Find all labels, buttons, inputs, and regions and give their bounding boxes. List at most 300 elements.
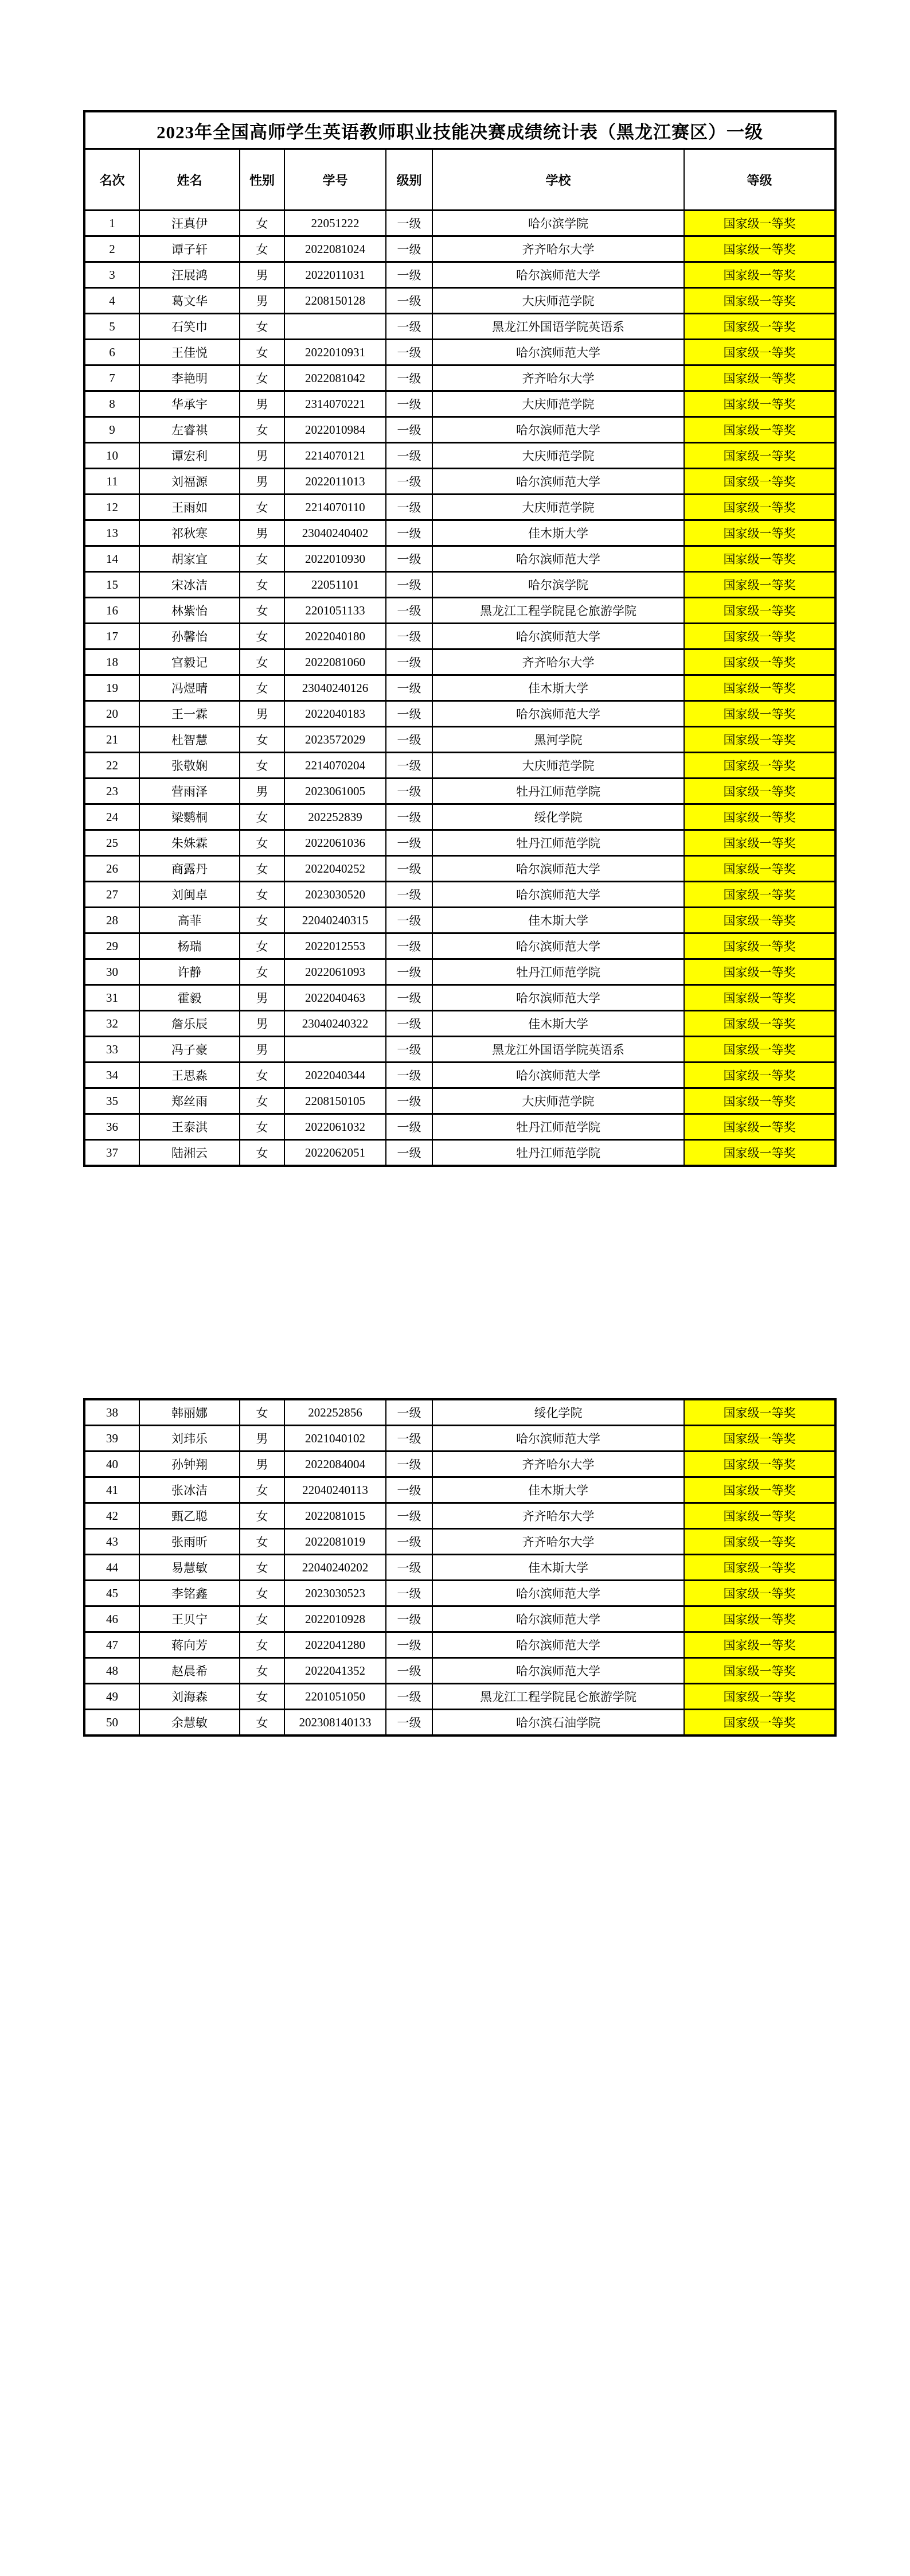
- gender-cell: 女: [240, 959, 284, 985]
- rank-cell: 13: [84, 520, 139, 546]
- table-row: [84, 1399, 835, 1426]
- gender-cell: 女: [240, 830, 284, 856]
- award-cell: 国家级一等奖: [684, 933, 835, 959]
- rank-cell: 48: [84, 1658, 139, 1684]
- school-cell: 绥化学院: [432, 804, 684, 830]
- student-id-cell: 2021040102: [284, 1426, 386, 1452]
- award-cell: 国家级一等奖: [684, 1658, 835, 1684]
- student-id-cell: 2023572029: [284, 727, 386, 753]
- rank-cell: 25: [84, 830, 139, 856]
- student-id-cell: 2022081019: [284, 1529, 386, 1555]
- rank-cell: 14: [84, 546, 139, 572]
- gender-cell: 女: [240, 753, 284, 779]
- student-id-cell: 2023061005: [284, 779, 386, 804]
- level-cell: 一级: [386, 779, 432, 804]
- rank-cell: 47: [84, 1632, 139, 1658]
- name-cell: 霍毅: [139, 985, 240, 1011]
- school-cell: 大庆师范学院: [432, 443, 684, 469]
- award-cell: 国家级一等奖: [684, 546, 835, 572]
- rank-cell: 40: [84, 1452, 139, 1477]
- award-cell: 国家级一等奖: [684, 391, 835, 417]
- table-row: [84, 804, 835, 830]
- award-cell: 国家级一等奖: [684, 1606, 835, 1632]
- student-id-cell: 2022061093: [284, 959, 386, 985]
- gender-cell: 男: [240, 985, 284, 1011]
- gender-cell: 女: [240, 1632, 284, 1658]
- student-id-cell: [284, 314, 386, 340]
- student-id-cell: 202252839: [284, 804, 386, 830]
- table-row: [84, 1088, 835, 1114]
- award-cell: 国家级一等奖: [684, 1452, 835, 1477]
- school-cell: 牡丹江师范学院: [432, 959, 684, 985]
- table-row: [84, 1503, 835, 1529]
- level-cell: 一级: [386, 1503, 432, 1529]
- award-cell: 国家级一等奖: [684, 340, 835, 365]
- gender-cell: 女: [240, 1529, 284, 1555]
- name-cell: 谭宏利: [139, 443, 240, 469]
- rank-cell: 9: [84, 417, 139, 443]
- name-cell: 王一霖: [139, 701, 240, 727]
- school-cell: 牡丹江师范学院: [432, 779, 684, 804]
- award-cell: 国家级一等奖: [684, 1140, 835, 1166]
- table-row: [84, 727, 835, 753]
- gender-cell: 男: [240, 701, 284, 727]
- rank-cell: 31: [84, 985, 139, 1011]
- gender-cell: 女: [240, 1063, 284, 1088]
- school-cell: 佳木斯大学: [432, 520, 684, 546]
- name-cell: 高菲: [139, 908, 240, 933]
- rank-cell: 22: [84, 753, 139, 779]
- rank-cell: 6: [84, 340, 139, 365]
- table-row: [84, 1606, 835, 1632]
- student-id-cell: 2022062051: [284, 1140, 386, 1166]
- award-cell: 国家级一等奖: [684, 985, 835, 1011]
- name-cell: 郑丝雨: [139, 1088, 240, 1114]
- award-cell: 国家级一等奖: [684, 1529, 835, 1555]
- rank-cell: 50: [84, 1710, 139, 1736]
- rank-cell: 28: [84, 908, 139, 933]
- student-id-cell: 2022061036: [284, 830, 386, 856]
- gender-cell: 男: [240, 779, 284, 804]
- title-row: [84, 111, 835, 149]
- name-cell: 许静: [139, 959, 240, 985]
- rank-cell: 20: [84, 701, 139, 727]
- name-cell: 梁鹦桐: [139, 804, 240, 830]
- name-cell: 孙馨怡: [139, 624, 240, 649]
- school-cell: 哈尔滨师范大学: [432, 1606, 684, 1632]
- gender-cell: 女: [240, 804, 284, 830]
- table-row: [84, 779, 835, 804]
- school-cell: 齐齐哈尔大学: [432, 1503, 684, 1529]
- gender-cell: 男: [240, 1037, 284, 1063]
- rows-page2: [84, 1399, 835, 1736]
- rank-cell: 45: [84, 1581, 139, 1606]
- school-cell: 哈尔滨师范大学: [432, 469, 684, 495]
- gender-cell: 男: [240, 469, 284, 495]
- table-row: [84, 211, 835, 236]
- table-row: [84, 469, 835, 495]
- award-cell: 国家级一等奖: [684, 1581, 835, 1606]
- level-cell: 一级: [386, 1632, 432, 1658]
- student-id-cell: 22051101: [284, 572, 386, 598]
- award-cell: 国家级一等奖: [684, 882, 835, 908]
- gender-cell: 女: [240, 572, 284, 598]
- gender-cell: 女: [240, 211, 284, 236]
- school-cell: 哈尔滨师范大学: [432, 1658, 684, 1684]
- level-cell: 一级: [386, 701, 432, 727]
- gender-cell: 男: [240, 443, 284, 469]
- school-cell: 齐齐哈尔大学: [432, 649, 684, 675]
- level-cell: 一级: [386, 933, 432, 959]
- table-row: [84, 1632, 835, 1658]
- student-id-cell: 2022011031: [284, 262, 386, 288]
- name-cell: 左睿祺: [139, 417, 240, 443]
- name-cell: 宋冰洁: [139, 572, 240, 598]
- name-cell: 冯煜晴: [139, 675, 240, 701]
- student-id-cell: [284, 1037, 386, 1063]
- student-id-cell: 22051222: [284, 211, 386, 236]
- level-cell: 一级: [386, 1114, 432, 1140]
- school-cell: 哈尔滨学院: [432, 572, 684, 598]
- school-cell: 大庆师范学院: [432, 495, 684, 520]
- table-row: [84, 1658, 835, 1684]
- results-table-page2: [83, 1398, 837, 1737]
- gender-cell: 女: [240, 365, 284, 391]
- award-cell: 国家级一等奖: [684, 236, 835, 262]
- table-row: [84, 1011, 835, 1037]
- table-row: [84, 1710, 835, 1736]
- col-header-student-id: 学号: [284, 149, 386, 211]
- rank-cell: 4: [84, 288, 139, 314]
- level-cell: 一级: [386, 1581, 432, 1606]
- name-cell: 王思淼: [139, 1063, 240, 1088]
- page-title: 2023年全国高师学生英语教师职业技能决赛成绩统计表（黑龙江赛区）一级: [84, 111, 835, 149]
- name-cell: 赵晨希: [139, 1658, 240, 1684]
- table-row: [84, 1114, 835, 1140]
- name-cell: 刘玮乐: [139, 1426, 240, 1452]
- gender-cell: 女: [240, 1581, 284, 1606]
- student-id-cell: 2022010930: [284, 546, 386, 572]
- level-cell: 一级: [386, 1710, 432, 1736]
- table-row: [84, 443, 835, 469]
- student-id-cell: 2022040180: [284, 624, 386, 649]
- level-cell: 一级: [386, 1426, 432, 1452]
- gender-cell: 女: [240, 1114, 284, 1140]
- award-cell: 国家级一等奖: [684, 262, 835, 288]
- level-cell: 一级: [386, 753, 432, 779]
- school-cell: 佳木斯大学: [432, 908, 684, 933]
- name-cell: 石笑巾: [139, 314, 240, 340]
- level-cell: 一级: [386, 1063, 432, 1088]
- name-cell: 刘海森: [139, 1684, 240, 1710]
- table-row: [84, 1140, 835, 1166]
- gender-cell: 男: [240, 391, 284, 417]
- school-cell: 黑龙江工程学院昆仑旅游学院: [432, 598, 684, 624]
- table-row: [84, 675, 835, 701]
- award-cell: 国家级一等奖: [684, 804, 835, 830]
- level-cell: 一级: [386, 1658, 432, 1684]
- award-cell: 国家级一等奖: [684, 1063, 835, 1088]
- school-cell: 哈尔滨师范大学: [432, 701, 684, 727]
- rank-cell: 34: [84, 1063, 139, 1088]
- table-row: [84, 882, 835, 908]
- rank-cell: 21: [84, 727, 139, 753]
- award-cell: 国家级一等奖: [684, 856, 835, 882]
- award-cell: 国家级一等奖: [684, 1426, 835, 1452]
- rank-cell: 39: [84, 1426, 139, 1452]
- student-id-cell: 2022040344: [284, 1063, 386, 1088]
- student-id-cell: 22040240315: [284, 908, 386, 933]
- level-cell: 一级: [386, 262, 432, 288]
- rank-cell: 27: [84, 882, 139, 908]
- level-cell: 一级: [386, 804, 432, 830]
- level-cell: 一级: [386, 1684, 432, 1710]
- school-cell: 黑龙江工程学院昆仑旅游学院: [432, 1684, 684, 1710]
- student-id-cell: 2022011013: [284, 469, 386, 495]
- school-cell: 齐齐哈尔大学: [432, 236, 684, 262]
- table-row: [84, 959, 835, 985]
- level-cell: 一级: [386, 340, 432, 365]
- level-cell: 一级: [386, 985, 432, 1011]
- rank-cell: 49: [84, 1684, 139, 1710]
- student-id-cell: 2214070121: [284, 443, 386, 469]
- award-cell: 国家级一等奖: [684, 830, 835, 856]
- table-row: [84, 288, 835, 314]
- student-id-cell: 2022010928: [284, 1606, 386, 1632]
- student-id-cell: 2022010984: [284, 417, 386, 443]
- level-cell: 一级: [386, 1399, 432, 1426]
- name-cell: 余慧敏: [139, 1710, 240, 1736]
- student-id-cell: 2314070221: [284, 391, 386, 417]
- table-row: [84, 520, 835, 546]
- level-cell: 一级: [386, 1555, 432, 1581]
- school-cell: 佳木斯大学: [432, 1011, 684, 1037]
- name-cell: 蒋向芳: [139, 1632, 240, 1658]
- gender-cell: 女: [240, 933, 284, 959]
- student-id-cell: 2214070204: [284, 753, 386, 779]
- name-cell: 刘福源: [139, 469, 240, 495]
- header-row: [84, 149, 835, 211]
- award-cell: 国家级一等奖: [684, 598, 835, 624]
- school-cell: 佳木斯大学: [432, 675, 684, 701]
- school-cell: 黑龙江外国语学院英语系: [432, 314, 684, 340]
- school-cell: 黑河学院: [432, 727, 684, 753]
- school-cell: 黑龙江外国语学院英语系: [432, 1037, 684, 1063]
- school-cell: 哈尔滨师范大学: [432, 262, 684, 288]
- gender-cell: 女: [240, 856, 284, 882]
- school-cell: 大庆师范学院: [432, 391, 684, 417]
- level-cell: 一级: [386, 211, 432, 236]
- gender-cell: 女: [240, 908, 284, 933]
- school-cell: 哈尔滨师范大学: [432, 340, 684, 365]
- table-row: [84, 365, 835, 391]
- award-cell: 国家级一等奖: [684, 753, 835, 779]
- name-cell: 谭子轩: [139, 236, 240, 262]
- rank-cell: 37: [84, 1140, 139, 1166]
- rank-cell: 18: [84, 649, 139, 675]
- rank-cell: 7: [84, 365, 139, 391]
- rank-cell: 8: [84, 391, 139, 417]
- name-cell: 张冰洁: [139, 1477, 240, 1503]
- rows-page1: [84, 211, 835, 1166]
- award-cell: 国家级一等奖: [684, 572, 835, 598]
- gender-cell: 男: [240, 1426, 284, 1452]
- gender-cell: 女: [240, 1088, 284, 1114]
- school-cell: 哈尔滨师范大学: [432, 546, 684, 572]
- table-row: [84, 314, 835, 340]
- name-cell: 韩丽娜: [139, 1399, 240, 1426]
- level-cell: 一级: [386, 391, 432, 417]
- school-cell: 哈尔滨师范大学: [432, 417, 684, 443]
- table-row: [84, 546, 835, 572]
- school-cell: 哈尔滨师范大学: [432, 1632, 684, 1658]
- award-cell: 国家级一等奖: [684, 443, 835, 469]
- table-row: [84, 417, 835, 443]
- student-id-cell: 2022081042: [284, 365, 386, 391]
- level-cell: 一级: [386, 830, 432, 856]
- table-row: [84, 624, 835, 649]
- school-cell: 哈尔滨石油学院: [432, 1710, 684, 1736]
- name-cell: 王佳悦: [139, 340, 240, 365]
- table-row: [84, 908, 835, 933]
- student-id-cell: 22040240202: [284, 1555, 386, 1581]
- student-id-cell: 2022040252: [284, 856, 386, 882]
- student-id-cell: 23040240402: [284, 520, 386, 546]
- level-cell: 一级: [386, 649, 432, 675]
- award-cell: 国家级一等奖: [684, 1114, 835, 1140]
- student-id-cell: 2201051050: [284, 1684, 386, 1710]
- col-header-level: 级别: [386, 149, 432, 211]
- gender-cell: 女: [240, 495, 284, 520]
- award-cell: 国家级一等奖: [684, 1555, 835, 1581]
- student-id-cell: 23040240322: [284, 1011, 386, 1037]
- table-row: [84, 830, 835, 856]
- award-cell: 国家级一等奖: [684, 1037, 835, 1063]
- award-cell: 国家级一等奖: [684, 417, 835, 443]
- level-cell: 一级: [386, 1529, 432, 1555]
- rank-cell: 10: [84, 443, 139, 469]
- award-cell: 国家级一等奖: [684, 624, 835, 649]
- school-cell: 绥化学院: [432, 1399, 684, 1426]
- school-cell: 大庆师范学院: [432, 1088, 684, 1114]
- table-row: [84, 985, 835, 1011]
- col-header-gender: 性别: [240, 149, 284, 211]
- table-row: [84, 340, 835, 365]
- name-cell: 陆湘云: [139, 1140, 240, 1166]
- gender-cell: 女: [240, 1606, 284, 1632]
- student-id-cell: 2208150128: [284, 288, 386, 314]
- student-id-cell: 202252856: [284, 1399, 386, 1426]
- school-cell: 牡丹江师范学院: [432, 830, 684, 856]
- level-cell: 一级: [386, 1037, 432, 1063]
- student-id-cell: 2022041352: [284, 1658, 386, 1684]
- award-cell: 国家级一等奖: [684, 1684, 835, 1710]
- gender-cell: 女: [240, 1399, 284, 1426]
- award-cell: 国家级一等奖: [684, 1632, 835, 1658]
- col-header-award: 等级: [684, 149, 835, 211]
- school-cell: 佳木斯大学: [432, 1477, 684, 1503]
- name-cell: 王贝宁: [139, 1606, 240, 1632]
- table-row: [84, 236, 835, 262]
- name-cell: 张雨昕: [139, 1529, 240, 1555]
- table-row: [84, 1477, 835, 1503]
- gender-cell: 女: [240, 340, 284, 365]
- name-cell: 易慧敏: [139, 1555, 240, 1581]
- school-cell: 哈尔滨师范大学: [432, 882, 684, 908]
- gender-cell: 女: [240, 727, 284, 753]
- name-cell: 李艳明: [139, 365, 240, 391]
- student-id-cell: 22040240113: [284, 1477, 386, 1503]
- rank-cell: 16: [84, 598, 139, 624]
- name-cell: 杨瑞: [139, 933, 240, 959]
- gender-cell: 女: [240, 1503, 284, 1529]
- award-cell: 国家级一等奖: [684, 1011, 835, 1037]
- rank-cell: 43: [84, 1529, 139, 1555]
- table-row: [84, 1581, 835, 1606]
- award-cell: 国家级一等奖: [684, 211, 835, 236]
- name-cell: 葛文华: [139, 288, 240, 314]
- name-cell: 商露丹: [139, 856, 240, 882]
- rank-cell: 11: [84, 469, 139, 495]
- student-id-cell: 2023030523: [284, 1581, 386, 1606]
- student-id-cell: 2023030520: [284, 882, 386, 908]
- level-cell: 一级: [386, 727, 432, 753]
- school-cell: 佳木斯大学: [432, 1555, 684, 1581]
- level-cell: 一级: [386, 572, 432, 598]
- level-cell: 一级: [386, 417, 432, 443]
- table-row: [84, 753, 835, 779]
- school-cell: 哈尔滨师范大学: [432, 1581, 684, 1606]
- level-cell: 一级: [386, 1011, 432, 1037]
- rank-cell: 30: [84, 959, 139, 985]
- table-row: [84, 572, 835, 598]
- level-cell: 一级: [386, 1477, 432, 1503]
- gender-cell: 女: [240, 314, 284, 340]
- level-cell: 一级: [386, 1140, 432, 1166]
- gender-cell: 女: [240, 882, 284, 908]
- rank-cell: 35: [84, 1088, 139, 1114]
- award-cell: 国家级一等奖: [684, 727, 835, 753]
- award-cell: 国家级一等奖: [684, 959, 835, 985]
- name-cell: 宫毅记: [139, 649, 240, 675]
- rank-cell: 1: [84, 211, 139, 236]
- school-cell: 齐齐哈尔大学: [432, 1452, 684, 1477]
- name-cell: 杜智慧: [139, 727, 240, 753]
- gender-cell: 男: [240, 262, 284, 288]
- level-cell: 一级: [386, 1606, 432, 1632]
- rank-cell: 2: [84, 236, 139, 262]
- level-cell: 一级: [386, 959, 432, 985]
- name-cell: 甄乙聪: [139, 1503, 240, 1529]
- student-id-cell: 2022081015: [284, 1503, 386, 1529]
- table-row: [84, 1426, 835, 1452]
- gender-cell: 女: [240, 1684, 284, 1710]
- gender-cell: 女: [240, 675, 284, 701]
- student-id-cell: 2022084004: [284, 1452, 386, 1477]
- name-cell: 冯子豪: [139, 1037, 240, 1063]
- gender-cell: 女: [240, 1555, 284, 1581]
- student-id-cell: 2022012553: [284, 933, 386, 959]
- name-cell: 张敬娴: [139, 753, 240, 779]
- student-id-cell: 2201051133: [284, 598, 386, 624]
- table-row: [84, 701, 835, 727]
- award-cell: 国家级一等奖: [684, 1088, 835, 1114]
- rank-cell: 26: [84, 856, 139, 882]
- award-cell: 国家级一等奖: [684, 908, 835, 933]
- name-cell: 孙钟翔: [139, 1452, 240, 1477]
- school-cell: 哈尔滨师范大学: [432, 624, 684, 649]
- student-id-cell: 2022081024: [284, 236, 386, 262]
